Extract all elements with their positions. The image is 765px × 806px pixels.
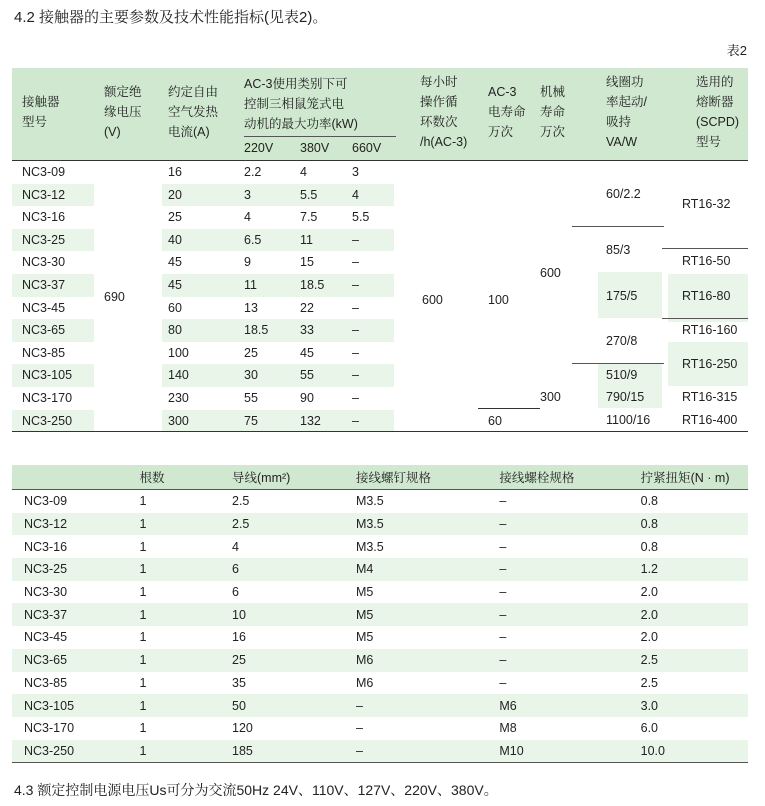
table-number: 表2 xyxy=(726,43,747,58)
table-cell: – xyxy=(344,740,487,763)
header-bottom-rule xyxy=(12,160,748,161)
table-cell: 1 xyxy=(139,539,147,554)
column-header: 拧紧扭矩(N · m) xyxy=(629,465,748,490)
table-cell: – xyxy=(344,694,487,717)
power-220v-cell: 11 xyxy=(244,278,257,292)
power-220v-cell: 6.5 xyxy=(244,232,262,247)
table-cell: M10 xyxy=(487,740,628,763)
row-stripe xyxy=(162,364,394,387)
table-cell: M5 xyxy=(355,585,374,600)
table-cell: NC3-09 xyxy=(24,494,68,509)
table-row xyxy=(12,603,748,626)
ac3-life-divider xyxy=(478,408,540,409)
table-cell: 10 xyxy=(220,603,344,626)
row-stripe xyxy=(162,184,394,207)
table-cell: M5 xyxy=(355,630,374,645)
power-660v-cell: – xyxy=(352,323,359,338)
current-cell: 45 xyxy=(168,278,182,292)
power-380v-cell: 55 xyxy=(300,368,314,383)
model-cell: NC3-45 xyxy=(22,300,66,315)
table-cell: 2.5 xyxy=(640,675,659,690)
power-660v-cell: – xyxy=(352,255,359,270)
current-cell: 16 xyxy=(168,165,182,179)
current-cell: 45 xyxy=(168,255,182,270)
header-coil-power: 线圈功 率起动/ 吸持 VA/W xyxy=(606,75,647,149)
current-cell: 140 xyxy=(168,368,189,383)
coil-divider xyxy=(572,363,664,364)
table-row xyxy=(12,626,748,649)
table-cell: – xyxy=(487,603,628,626)
coil-value: 1100/16 xyxy=(606,413,651,427)
current-cell: 300 xyxy=(168,413,189,428)
table-cell: NC3-37 xyxy=(12,603,128,626)
table-cell: M3.5 xyxy=(355,539,384,554)
table-cell: NC3-85 xyxy=(24,675,68,690)
table-cell: 35 xyxy=(232,675,246,690)
table-bottom-rule xyxy=(12,431,748,432)
table-cell: NC3-30 xyxy=(24,585,68,600)
power-660v-cell: 3 xyxy=(352,165,359,179)
column-header: 导线(mm²) xyxy=(220,465,344,490)
power-660v-cell: – xyxy=(352,368,359,383)
table-cell: NC3-250 xyxy=(12,740,128,763)
coil-value: 790/15 xyxy=(606,390,645,404)
model-cell: NC3-65 xyxy=(22,323,66,338)
table-row xyxy=(12,672,748,695)
mechanical-life-b: 300 xyxy=(540,390,561,404)
model-cell: NC3-12 xyxy=(22,187,66,202)
fuse-value: RT16-50 xyxy=(682,254,731,268)
coil-value: 175/5 xyxy=(606,289,638,303)
coil-value: 270/8 xyxy=(606,334,638,348)
table-cell: M6 xyxy=(487,694,628,717)
power-220v-cell: 4 xyxy=(244,210,251,225)
header-frequency: 每小时 操作循 环数次 /h(AC-3) xyxy=(420,75,468,149)
power-660v-cell: – xyxy=(352,345,359,360)
power-660v-cell: – xyxy=(352,413,359,428)
power-380v-cell: 4 xyxy=(300,165,307,179)
table-cell: – xyxy=(499,585,507,600)
table-row xyxy=(12,649,748,672)
model-cell: NC3-105 xyxy=(22,368,73,383)
wiring-table xyxy=(12,465,748,763)
header-model: 接触器 型号 xyxy=(22,95,60,129)
power-220v-cell: 3 xyxy=(244,187,251,202)
fuse-value: RT16-250 xyxy=(682,357,738,371)
header-power-380v: 380V xyxy=(300,141,330,155)
power-380v-cell: 45 xyxy=(300,345,314,360)
table-cell: NC3-170 xyxy=(24,721,75,736)
table-cell: NC3-45 xyxy=(24,630,68,645)
table-cell: – xyxy=(499,539,507,554)
table-cell: 185 xyxy=(220,740,344,763)
power-660v-cell: – xyxy=(352,278,359,292)
model-cell: NC3-16 xyxy=(22,210,66,225)
table-cell: 2.0 xyxy=(640,585,659,600)
fuse-value: RT16-32 xyxy=(682,197,731,211)
power-380v-cell: 5.5 xyxy=(300,187,318,202)
power-220v-cell: 55 xyxy=(244,391,258,405)
header-voltage: 额定绝 缘电压 (V) xyxy=(104,85,142,139)
header-power-660v: 660V xyxy=(352,141,382,155)
table-cell: 4 xyxy=(232,539,239,554)
table-cell: 6.0 xyxy=(640,721,659,736)
current-cell: 60 xyxy=(168,300,182,315)
current-cell: 230 xyxy=(168,391,189,405)
row-stripe xyxy=(162,319,394,342)
table-cell: 1 xyxy=(128,740,220,763)
power-380v-cell: 33 xyxy=(300,323,314,338)
power-380v-cell: 7.5 xyxy=(300,210,318,225)
power-220v-cell: 75 xyxy=(244,413,258,428)
current-cell: 80 xyxy=(168,323,182,338)
header-current: 约定自由 空气发热 电流(A) xyxy=(168,85,219,139)
power-220v-cell: 25 xyxy=(244,345,258,360)
current-cell: 25 xyxy=(168,210,182,225)
power-380v-cell: 18.5 xyxy=(300,278,325,292)
table-row xyxy=(12,490,748,513)
rated-insulation-voltage: 690 xyxy=(104,290,125,304)
table-cell: 120 xyxy=(232,721,253,736)
coil-value: 60/2.2 xyxy=(606,187,641,201)
model-cell: NC3-170 xyxy=(22,391,73,405)
table-cell: 3.0 xyxy=(629,694,748,717)
power-380v-cell: 15 xyxy=(300,255,314,270)
table-cell: – xyxy=(499,494,507,509)
table-cell: – xyxy=(499,630,507,645)
coil-divider xyxy=(572,226,664,227)
coil-value: 510/9 xyxy=(606,368,638,382)
fuse-value: RT16-160 xyxy=(682,323,738,337)
power-220v-cell: 18.5 xyxy=(244,323,269,338)
table-cell: 1 xyxy=(139,494,147,509)
table-cell: 1 xyxy=(128,694,220,717)
coil-value: 85/3 xyxy=(606,243,631,257)
table-cell: 6 xyxy=(220,558,344,581)
table-cell: 0.8 xyxy=(640,494,659,509)
table-cell: NC3-65 xyxy=(12,649,128,672)
current-cell: 20 xyxy=(168,187,182,202)
column-header: 根数 xyxy=(128,465,220,490)
row-stripe xyxy=(162,274,394,297)
table-row xyxy=(12,694,748,717)
table-cell: NC3-12 xyxy=(12,513,128,536)
table-cell: 2.5 xyxy=(232,494,250,509)
fuse-value: RT16-315 xyxy=(682,390,738,404)
power-220v-cell: 2.2 xyxy=(244,165,262,179)
operating-frequency: 600 xyxy=(422,293,443,307)
header-ac3-life: AC-3 电寿命 万次 xyxy=(488,85,526,139)
table-cell: 6 xyxy=(232,585,239,600)
table-cell: 0.8 xyxy=(640,539,659,554)
table-cell: – xyxy=(355,721,363,736)
power-380v-cell: 132 xyxy=(300,413,321,428)
model-cell: NC3-37 xyxy=(22,278,66,292)
table-cell: 2.0 xyxy=(629,603,748,626)
table-cell: M8 xyxy=(499,721,517,736)
footer-note: 4.3 额定控制电源电压Us可分为交流50Hz 24V、110V、127V、220V、380V。 xyxy=(14,782,498,798)
table-cell: M6 xyxy=(344,649,487,672)
table-cell: 50 xyxy=(220,694,344,717)
table-cell: – xyxy=(487,649,628,672)
parameters-table xyxy=(12,68,748,433)
table-cell: 1 xyxy=(128,649,220,672)
table-cell: M3.5 xyxy=(355,494,384,509)
fuse-divider xyxy=(662,318,748,319)
power-660v-cell: 4 xyxy=(352,187,359,202)
table-cell: – xyxy=(499,675,507,690)
fuse-value: RT16-80 xyxy=(682,289,731,303)
power-380v-cell: 11 xyxy=(300,232,313,247)
table-cell: 2.0 xyxy=(640,630,659,645)
fuse-value: RT16-400 xyxy=(682,413,738,427)
table-row xyxy=(12,513,748,536)
header-fuse: 选用的 熔断器 (SCPD) 型号 xyxy=(696,75,740,149)
table-cell: 1 xyxy=(139,585,147,600)
table-cell: – xyxy=(487,558,628,581)
table-cell: NC3-16 xyxy=(24,539,68,554)
table-row xyxy=(12,558,748,581)
ac3-life-b: 60 xyxy=(488,414,502,428)
current-cell: 40 xyxy=(168,232,182,247)
table-cell: M3.5 xyxy=(344,513,487,536)
power-660v-cell: 5.5 xyxy=(352,210,370,225)
table-cell: 1 xyxy=(139,675,147,690)
table-cell: 1 xyxy=(128,558,220,581)
table-cell: M4 xyxy=(344,558,487,581)
section-heading: 4.2 接触器的主要参数及技术性能指标(见表2)。 xyxy=(14,9,328,26)
table-cell: NC3-25 xyxy=(12,558,128,581)
table-cell: 10.0 xyxy=(629,740,748,763)
table-row xyxy=(12,717,748,740)
header-mechanical-life: 机械 寿命 万次 xyxy=(540,85,566,139)
table-cell: NC3-105 xyxy=(12,694,128,717)
ac3-life-a: 100 xyxy=(488,293,509,307)
row-stripe xyxy=(162,410,394,433)
table-cell: 1 xyxy=(139,630,147,645)
power-660v-cell: – xyxy=(352,232,359,247)
power-380v-cell: 90 xyxy=(300,391,314,405)
power-660v-cell: – xyxy=(352,391,359,405)
power-220v-cell: 30 xyxy=(244,368,258,383)
mechanical-life-a: 600 xyxy=(540,266,561,280)
header-power-220v: 220V xyxy=(244,141,274,155)
header-power: AC-3使用类别下可 控制三相鼠笼式电 动机的最大功率(kW) xyxy=(244,77,358,131)
table-row xyxy=(12,535,748,558)
fuse-divider xyxy=(662,248,748,249)
model-cell: NC3-30 xyxy=(22,255,66,270)
table-cell: M6 xyxy=(355,675,374,690)
table-cell: 1.2 xyxy=(629,558,748,581)
power-380v-cell: 22 xyxy=(300,300,314,315)
table-cell: 25 xyxy=(220,649,344,672)
table-cell: 2.5 xyxy=(629,649,748,672)
model-cell: NC3-250 xyxy=(22,413,73,428)
power-660v-cell: – xyxy=(352,300,359,315)
table-cell: 2.5 xyxy=(220,513,344,536)
model-cell: NC3-85 xyxy=(22,345,66,360)
row-stripe xyxy=(162,229,394,252)
column-header: 接线螺栓规格 xyxy=(487,465,628,490)
power-220v-cell: 13 xyxy=(244,300,258,315)
model-cell: NC3-09 xyxy=(22,165,66,179)
table-cell: 0.8 xyxy=(629,513,748,536)
table-cell: 1 xyxy=(128,603,220,626)
power-header-divider xyxy=(244,136,396,137)
table-cell: 1 xyxy=(128,513,220,536)
table-row xyxy=(12,581,748,604)
table-row xyxy=(12,740,748,763)
table-cell: 1 xyxy=(139,721,147,736)
model-cell: NC3-25 xyxy=(22,232,66,247)
power-220v-cell: 9 xyxy=(244,255,251,270)
column-header: 接线螺钉规格 xyxy=(344,465,487,490)
table-cell: 16 xyxy=(232,630,246,645)
current-cell: 100 xyxy=(168,345,189,360)
table-cell: – xyxy=(487,513,628,536)
column-header xyxy=(12,465,128,490)
table-cell: M5 xyxy=(344,603,487,626)
